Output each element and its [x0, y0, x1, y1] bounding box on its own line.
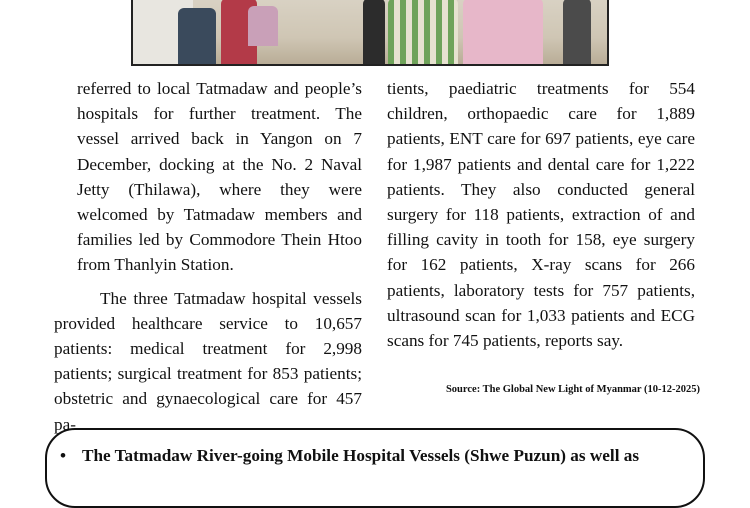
photo-person	[388, 0, 458, 66]
bullet-text: The Tatmadaw River-going Mobile Hospital Vessels (Shwe Puzun) as well as	[82, 446, 640, 465]
photo-person	[363, 0, 385, 66]
article-paragraph: The three Tatmadaw hospital vessels provided healthcare service to 10,657 patients: medical treatment for 2,998 patients; surgical treatment for 853 patients; obstetric and gynaecological care for 457 pa-	[54, 288, 362, 434]
photo-person	[248, 6, 278, 46]
summary-box	[45, 428, 705, 508]
article-paragraph: tients, paediatric treatments for 554 children, orthopaedic care for 1,889 patients, ENT care for 697 patients, eye care for 1,987 patients and dental care for 1,222 patients. They also conducted general surgery for 118 patients, extraction of and filling cavity in tooth for 158, eye surgery for 162 patients, X-ray scans for 266 patients, laboratory tests for 757 patients, ultrasound scan for 1,033 patients and ECG scans for 745 patients, reports say.	[387, 79, 695, 351]
article-paragraph: referred to local Tatmadaw and people’s hospitals for further treatment. The vessel arrived back in Yangon on 7 December, docking at the No. 2 Naval Jetty (Thilawa), where they were welcomed by Tatmadaw members and families led by Commodore Thein Htoo from Thanlyin Station.	[77, 79, 362, 275]
photo-person	[563, 0, 591, 66]
bullet-icon: •	[60, 446, 67, 465]
article-column-right	[387, 76, 695, 353]
article-column-left	[54, 76, 362, 437]
source-citation: Source: The Global New Light of Myanmar (10-12-2025)	[445, 384, 700, 395]
news-photo	[131, 0, 609, 66]
summary-bullet	[60, 446, 690, 466]
photo-person	[178, 8, 216, 66]
photo-person	[463, 0, 543, 66]
